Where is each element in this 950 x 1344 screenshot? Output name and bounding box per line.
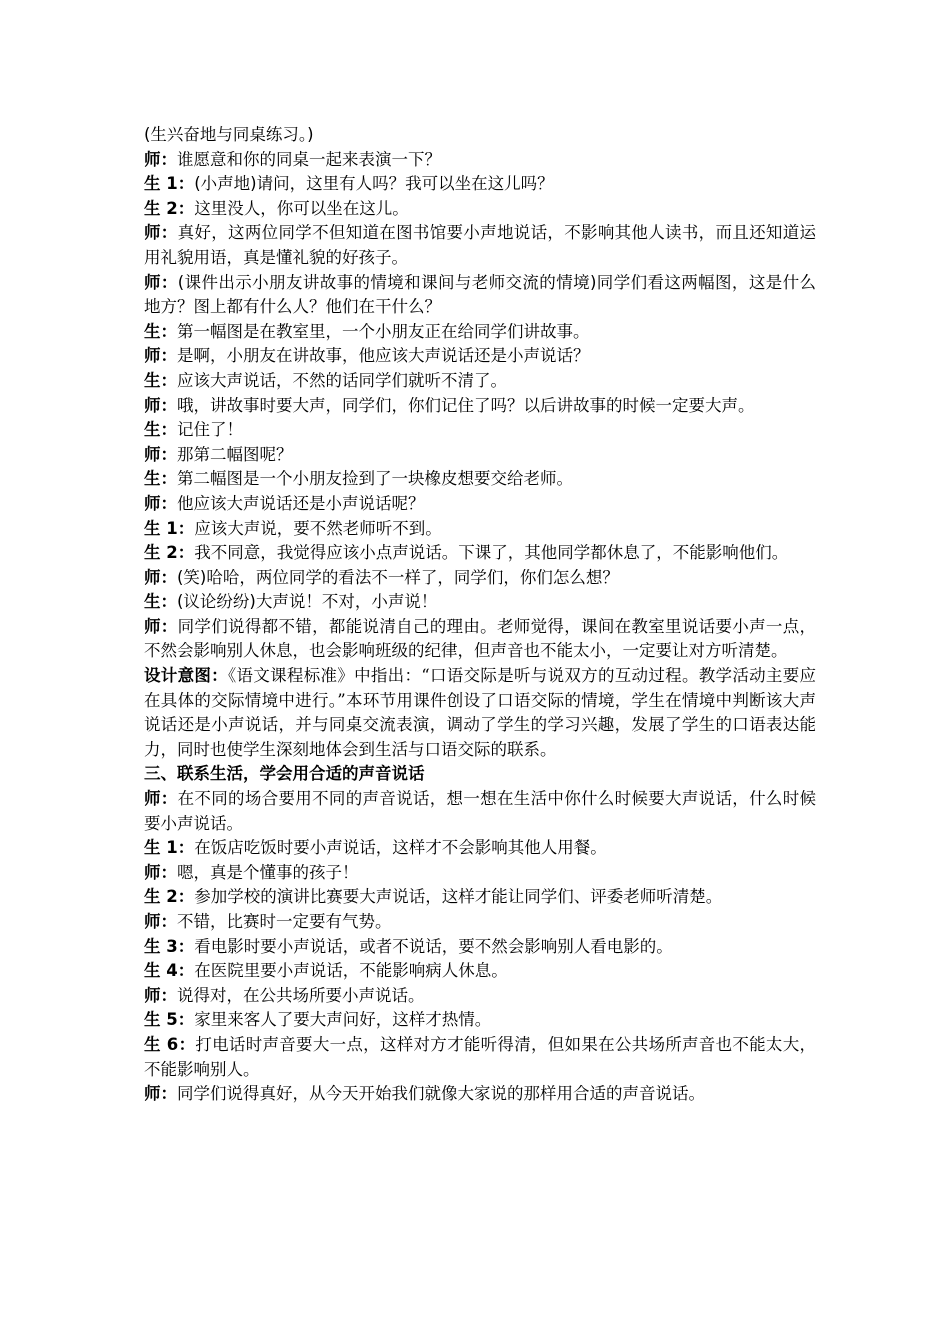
speaker-label: 师： [144, 444, 177, 464]
dialogue-line [144, 1033, 816, 1082]
dialogue-line [144, 394, 816, 419]
dialogue-line [144, 787, 816, 836]
line-text: 那第二幅图呢？ [177, 444, 293, 464]
dialogue-line [144, 935, 816, 960]
line-text: 哦，讲故事时要大声，同学们，你们记住了吗？以后讲故事的时候一定要大声。 [177, 395, 755, 415]
design-intent-label: 设计意图： [144, 666, 228, 686]
line-text: 我不同意，我觉得应该小点声说话。下课了，其他同学都休息了，不能影响他们。 [194, 543, 789, 563]
dialogue-line [144, 566, 816, 591]
line-text: (生兴奋地与同桌练习。) [144, 125, 314, 144]
dialogue-line [144, 492, 816, 517]
line-text: (笑)哈哈，两位同学的看法不一样了，同学们，你们怎么想？ [177, 567, 619, 587]
speaker-label: 生： [144, 592, 177, 612]
speaker-label: 生 6： [144, 1034, 196, 1054]
line-text: 家里来客人了要大声问好，这样才热情。 [194, 1010, 492, 1030]
section-heading: 三、联系生活，学会用合适的声音说话 [144, 764, 425, 784]
speaker-label: 生 2： [144, 198, 195, 218]
line-text: 在医院里要小声说话，不能影响病人休息。 [194, 961, 508, 981]
line-text: (小声地)请问，这里有人吗？我可以坐在这儿吗？ [194, 174, 554, 194]
dialogue-line [144, 1082, 816, 1107]
dialogue-line [144, 221, 816, 270]
line-text: 谁愿意和你的同桌一起来表演一下？ [177, 149, 441, 169]
dialogue-line [144, 910, 816, 935]
speaker-label: 师： [144, 985, 177, 1005]
line-text: 嗯，真是个懂事的孩子！ [177, 862, 359, 882]
speaker-label: 生 1： [144, 518, 195, 538]
dialogue-line [144, 271, 816, 320]
line-text: 第一幅图是在教室里，一个小朋友正在给同学们讲故事。 [177, 321, 590, 341]
speaker-label: 师： [144, 862, 177, 882]
speaker-label: 师： [144, 149, 177, 169]
dialogue-line [144, 590, 816, 615]
speaker-label: 师： [144, 1084, 177, 1104]
dialogue-line [144, 959, 816, 984]
dialogue-line [144, 1008, 816, 1033]
speaker-label: 生： [144, 321, 177, 341]
speaker-label: 师： [144, 272, 178, 292]
speaker-label: 师： [144, 567, 177, 587]
speaker-label: 师： [144, 616, 178, 636]
line-text: 应该大声说，要不然老师听不到。 [194, 518, 442, 538]
dialogue-line [144, 369, 816, 394]
design-intent-paragraph [144, 664, 816, 762]
dialogue-line [144, 984, 816, 1009]
line-text: 看电影时要小声说话，或者不说话，要不然会影响别人看电影的。 [194, 936, 673, 956]
line-text: 第二幅图是一个小朋友捡到了一块橡皮想要交给老师。 [177, 469, 573, 489]
dialogue-line [144, 836, 816, 861]
design-intent-text: 《语文课程标准》中指出：“口语交际是听与说双方的互动过程。教学活动主要应在具体的交际情境中进行。”本环节用课件创设了口语交际的情境，学生在情境中判断该大声说话还是小声说话，并与同桌交流表演，调动了学生的学习兴趣，发展了学生的口语表达能力，同时也使学生深刻地体会到生活与口语交际的联系。 [144, 666, 817, 759]
line-text: 打电话时声音要大一点，这样对方才能听得清，但如果在公共场所声音也不能太大，不能影响别人。 [144, 1034, 816, 1079]
line-text: 是啊，小朋友在讲故事，他应该大声说话还是小声说话？ [177, 346, 590, 366]
dialogue-line [144, 172, 816, 197]
speaker-label: 师： [144, 395, 177, 415]
line-text: 在不同的场合要用不同的声音说话，想一想在生活中你什么时候要大声说话，什么时候要小声说话。 [144, 789, 817, 833]
line-text: 说得对，在公共场所要小声说话。 [177, 985, 425, 1005]
line-text: 同学们说得都不错，都能说清自己的理由。老师觉得，课间在教室里说话要小声一点，不然会影响别人休息，也会影响班级的纪律，但声音也不能太小，一定要让对方听清楚。 [144, 616, 817, 661]
speaker-label: 生 4： [144, 961, 195, 981]
dialogue-line [144, 615, 816, 664]
line-text: 参加学校的演讲比赛要大声说话，这样才能让同学们、评委老师听清楚。 [194, 887, 723, 907]
line-text: 这里没人，你可以坐在这儿。 [194, 198, 409, 218]
dialogue-line [144, 541, 816, 566]
dialogue-line [144, 443, 816, 468]
dialogue-block-2 [144, 787, 816, 1107]
line-text: 真好，这两位同学不但知道在图书馆要小声地说话，不影响其他人读书，而且还知道运用礼貌用语，真是懂礼貌的好孩子。 [144, 223, 817, 267]
dialogue-line [144, 885, 816, 910]
speaker-label: 生： [144, 420, 177, 440]
dialogue-block [144, 123, 816, 664]
dialogue-line [144, 320, 816, 345]
speaker-label: 师： [144, 346, 177, 366]
speaker-label: 生 1： [144, 838, 195, 858]
speaker-label: 生 1： [144, 174, 195, 194]
speaker-label: 师： [144, 789, 178, 809]
speaker-label: 生 3： [144, 936, 195, 956]
line-text: 记住了！ [177, 420, 243, 440]
line-text: 他应该大声说话还是小声说话呢？ [177, 493, 425, 513]
dialogue-line [144, 344, 816, 369]
dialogue-line [144, 418, 816, 443]
dialogue-line [144, 197, 816, 222]
dialogue-line [144, 148, 816, 173]
speaker-label: 生 5： [144, 1010, 195, 1030]
speaker-label: 师： [144, 223, 178, 243]
dialogue-line [144, 517, 816, 542]
line-text: 不错，比赛时一定要有气势。 [177, 912, 392, 931]
line-text: 在饭店吃饭时要小声说话，这样才不会影响其他人用餐。 [194, 838, 607, 858]
speaker-label: 生： [144, 469, 177, 489]
speaker-label: 生 2： [144, 543, 195, 563]
dialogue-line [144, 123, 816, 148]
line-text: (议论纷纷)大声说！不对，小声说！ [177, 592, 438, 612]
line-text: 应该大声说话，不然的话同学们就听不清了。 [177, 370, 507, 390]
speaker-label: 师： [144, 912, 177, 931]
dialogue-line [144, 467, 816, 492]
speaker-label: 生 2： [144, 887, 195, 907]
speaker-label: 生： [144, 370, 177, 390]
line-text: (课件出示小朋友讲故事的情境和课间与老师交流的情境)同学们看这两幅图，这是什么地方？图上都有什么人？他们在干什么？ [144, 272, 816, 317]
dialogue-line [144, 861, 816, 886]
line-text: 同学们说得真好，从今天开始我们就像大家说的那样用合适的声音说话。 [177, 1084, 705, 1104]
document-page [144, 123, 816, 1107]
speaker-label: 师： [144, 493, 177, 513]
